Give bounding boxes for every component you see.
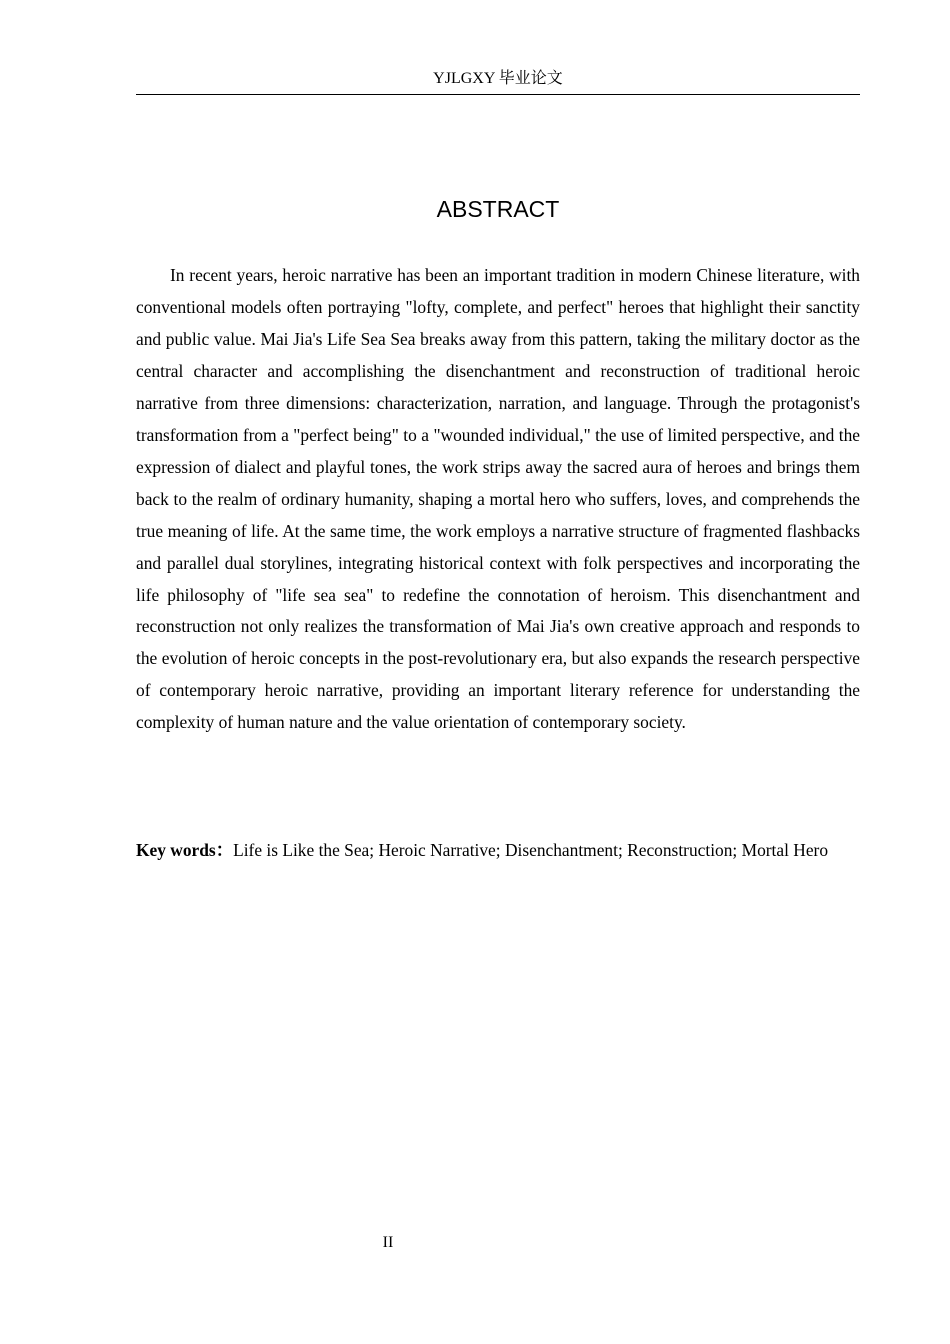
running-header: YJLGXY 毕业论文	[136, 66, 860, 95]
keywords-text: Life is Like the Sea; Heroic Narrative; Disenchantment; Reconstruction; Mortal Hero	[233, 840, 829, 860]
keywords-paragraph	[136, 835, 860, 867]
page-number: II	[382, 1234, 394, 1251]
keywords-label: Key words：	[136, 840, 234, 860]
abstract-body: In recent years, heroic narrative has been an important tradition in modern Chinese literature, with conventional models often portraying "lofty, complete, and perfect" heroes that highlight their sanctity and public value. Mai Jia's Life Sea Sea breaks away from this pattern, taking the military doctor as the central character and accomplishing the disenchantment and reconstruction of traditional heroic narrative from three dimensions: characterization, narration, and language. Through the protagonist's transformation from a "perfect being" to a "wounded individual," the use of limited perspective, and the expression of dialect and playful tones, the work strips away the sacred aura of heroes and brings them back to the realm of ordinary humanity, shaping a mortal hero who suffers, loves, and comprehends the true meaning of life. At the same time, the work employs a narrative structure of fragmented flashbacks and parallel dual storylines, integrating historical context with folk perspectives and incorporating the life philosophy of "life sea sea" to redefine the connotation of heroism. This disenchantment and reconstruction not only realizes the transformation of Mai Jia's own creative approach and responds to the evolution of heroic concepts in the post-revolutionary era, but also expands the research perspective of contemporary heroic narrative, providing an important literary reference for understanding the complexity of human nature and the value orientation of contemporary society.	[136, 265, 860, 733]
abstract-title: ABSTRACT	[436, 196, 560, 222]
